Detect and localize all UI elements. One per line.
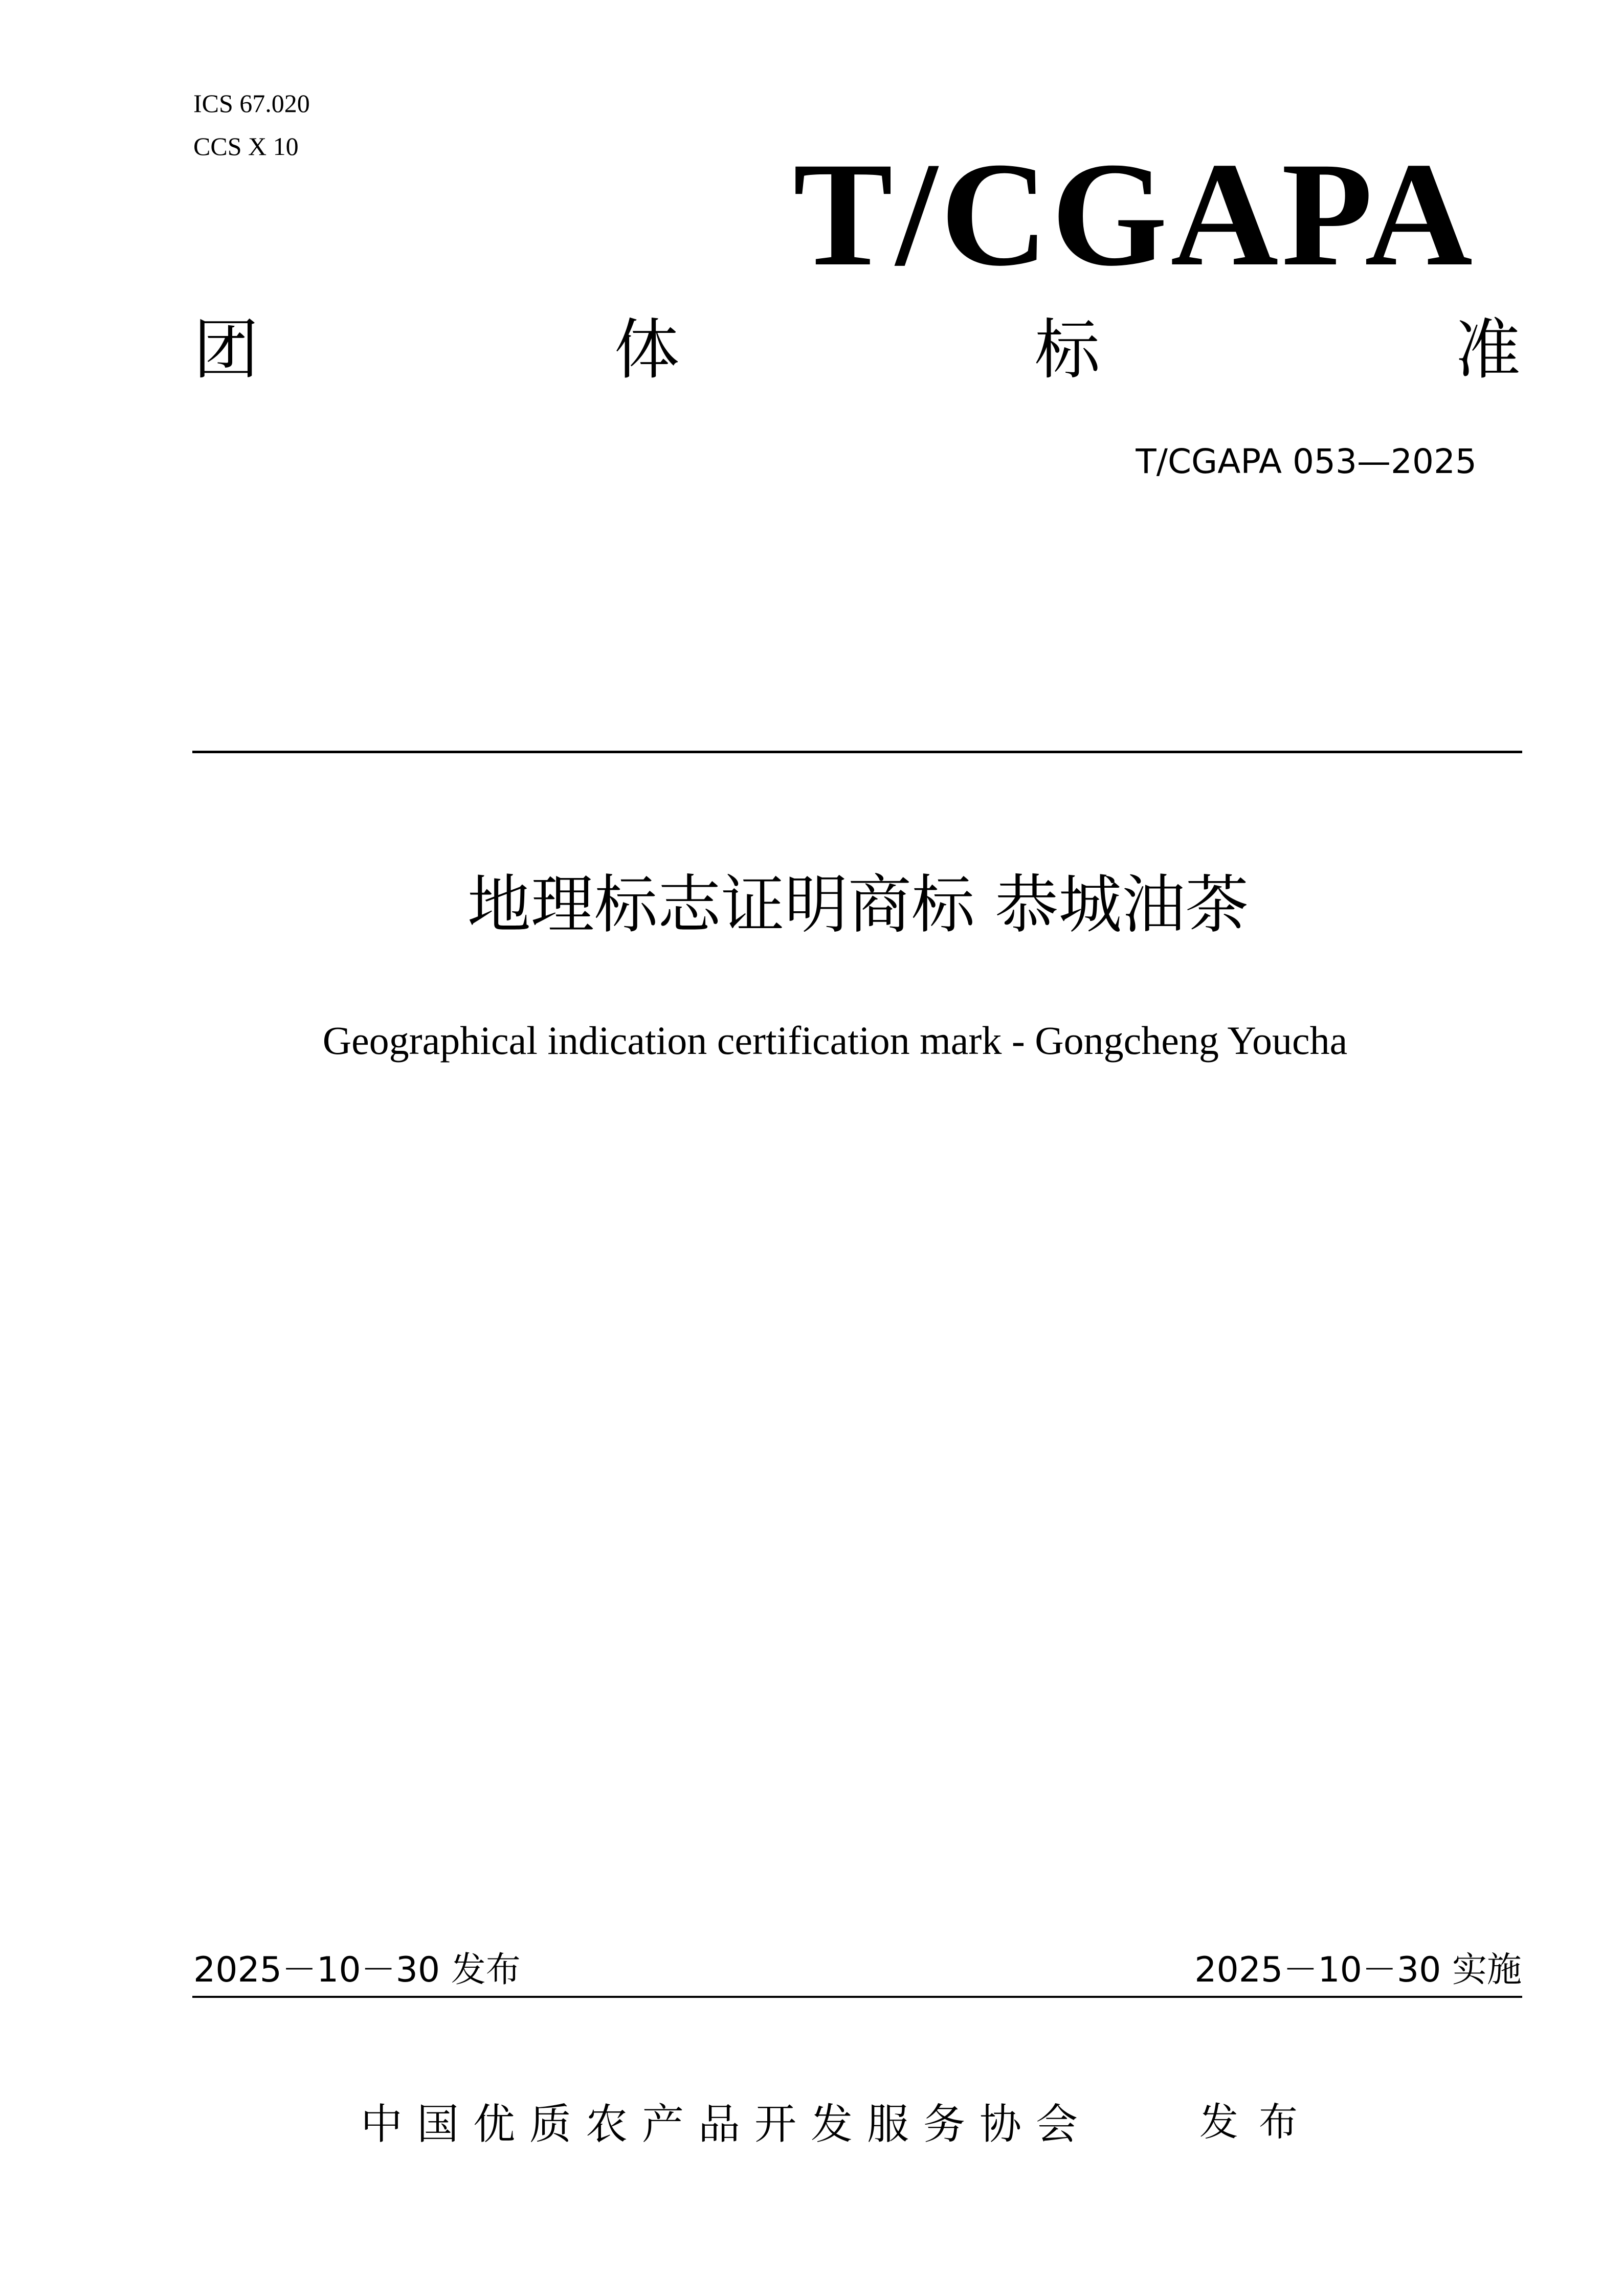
document-type-char: 标 <box>1034 312 1100 388</box>
title-english: Geographical indication certification mark - Gongcheng Youcha <box>322 1018 1348 1063</box>
standard-logo: T/CGAPA <box>793 132 1476 297</box>
document-type-char: 团 <box>193 312 259 388</box>
ics-code: ICS 67.020 <box>193 89 310 118</box>
classification-codes <box>193 82 310 168</box>
title-chinese: 地理标志证明商标 恭城油茶 <box>467 868 1249 942</box>
date-divider <box>192 1996 1522 1998</box>
publisher-name: 中国优质农产品开发服务协会 <box>361 2100 1093 2149</box>
document-type-char: 体 <box>614 312 680 388</box>
document-type <box>193 312 1521 389</box>
publish-label: 发布 <box>1199 2099 1318 2145</box>
header-divider <box>192 751 1522 753</box>
document-type-char: 准 <box>1455 312 1521 388</box>
implementation-date: 2025－10－30 实施 <box>1194 1950 1522 1990</box>
ccs-code: CCS X 10 <box>193 132 299 161</box>
issue-date: 2025－10－30 发布 <box>193 1950 521 1990</box>
standard-number: T/CGAPA 053—2025 <box>1136 442 1477 481</box>
